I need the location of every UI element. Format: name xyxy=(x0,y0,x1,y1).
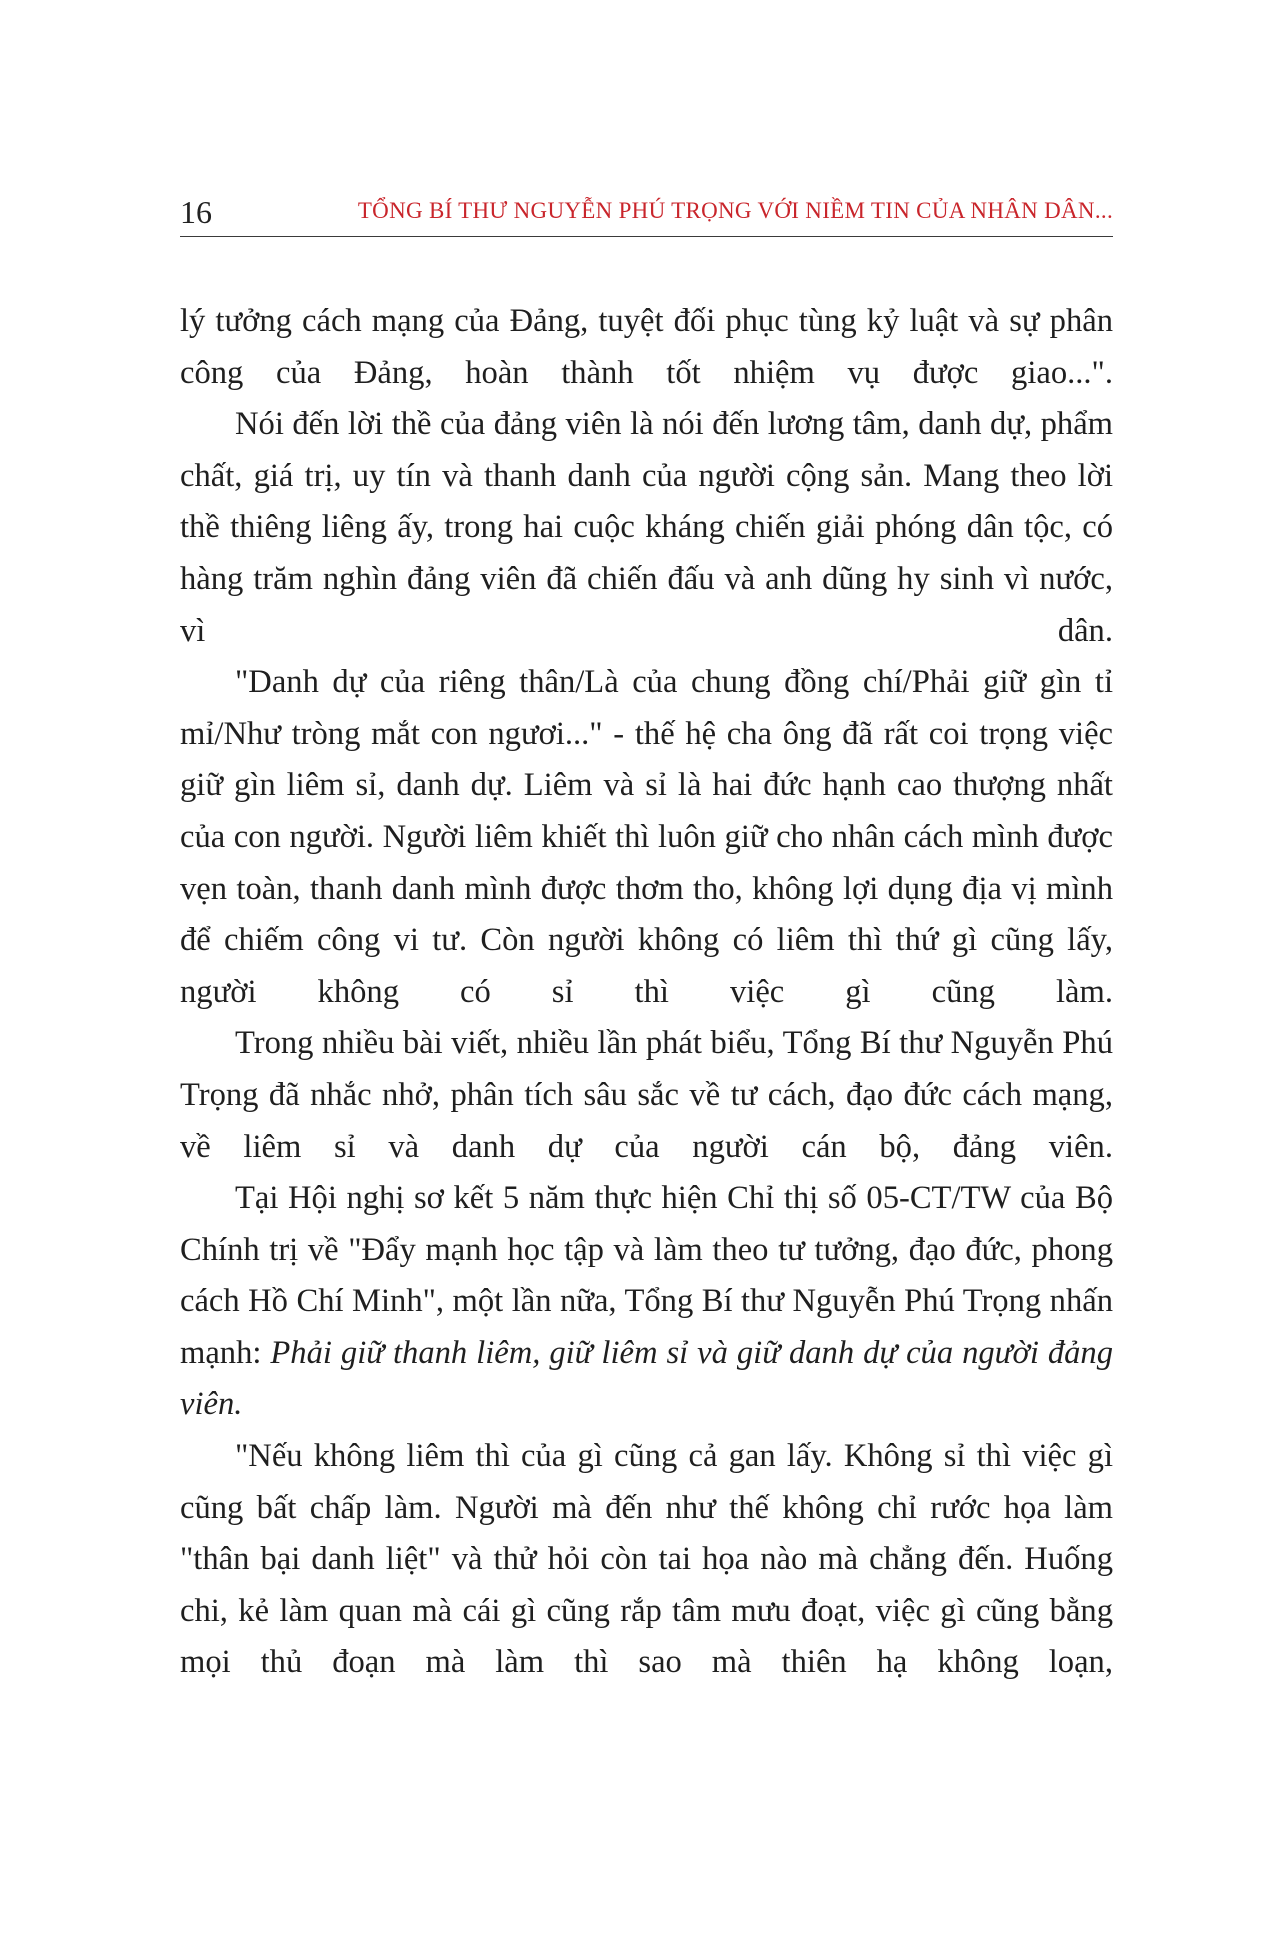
paragraph-oath: Nói đến lời thề của đảng viên là nói đến lương tâm, danh dự, phẩm chất, giá trị, uy tín và thanh danh của người cộng sản. Mang theo lời thề thiêng liêng ấy, trong hai cuộc kháng chiến giải phóng dân tộc, có hàng trăm nghìn đảng viên đã chiến đấu và anh dũng hy sinh vì nước, vì dân. xyxy=(180,406,1113,649)
emphasis-quote: Phải giữ thanh liêm, giữ liêm sỉ và giữ danh dự của người đảng viên. xyxy=(180,1334,1114,1423)
paragraph-continuation: lý tưởng cách mạng của Đảng, tuyệt đối phục tùng kỷ luật và sự phân công của Đảng, hoàn thành tốt nhiệm vụ được giao...". xyxy=(180,303,1113,391)
paragraph-speeches: Trong nhiều bài viết, nhiều lần phát biểu, Tổng Bí thư Nguyễn Phú Trọng đã nhắc nhở, phân tích sâu sắc về tư cách, đạo đức cách mạng, về liêm sỉ và danh dự của người cán bộ, đảng viên. xyxy=(180,1025,1113,1165)
paragraph-quote: "Nếu không liêm thì của gì cũng cả gan lấy. Không sỉ thì việc gì cũng bất chấp làm. Người mà đến như thế không chỉ rước họa làm "thân bại danh liệt" và thử hỏi còn tai họa nào mà chẳng đến. Huống chi, kẻ làm quan mà cái gì cũng rắp tâm mưu đoạt, việc gì cũng bằng mọi thủ đoạn mà làm thì sao mà thiên hạ không loạn, xyxy=(180,1438,1113,1681)
paragraph-honor-poem: "Danh dự của riêng thân/Là của chung đồng chí/Phải giữ gìn tỉ mỉ/Như tròng mắt con ngươi..." - thế hệ cha ông đã rất coi trọng việc giữ gìn liêm sỉ, danh dự. Liêm và sỉ là hai đức hạnh cao thượng nhất của con người. Người liêm khiết thì luôn giữ cho nhân cách mình được vẹn toàn, thanh danh mình được thơm tho, không lợi dụng địa vị mình để chiếm công vi tư. Còn người không có liêm thì thứ gì cũng lấy, người không có sỉ thì việc gì cũng làm. xyxy=(180,664,1113,1010)
page-number: 16 xyxy=(180,194,212,230)
paragraph-directive: Tại Hội nghị sơ kết 5 năm thực hiện Chỉ thị số 05-CT/TW của Bộ Chính trị về "Đẩy mạnh học tập và làm theo tư tưởng, đạo đức, phong cách Hồ Chí Minh", một lần nữa, Tổng Bí thư Nguyễn Phú Trọng nhấn mạnh: Phải giữ thanh liêm, giữ liêm sỉ và giữ danh dự của người đảng viên. xyxy=(180,1180,1114,1423)
body-text xyxy=(180,296,1113,1689)
page-header xyxy=(180,190,1113,237)
running-title: TỔNG BÍ THƯ NGUYỄN PHÚ TRỌNG VỚI NIỀM TIN CỦA NHÂN DÂN... xyxy=(357,198,1113,223)
